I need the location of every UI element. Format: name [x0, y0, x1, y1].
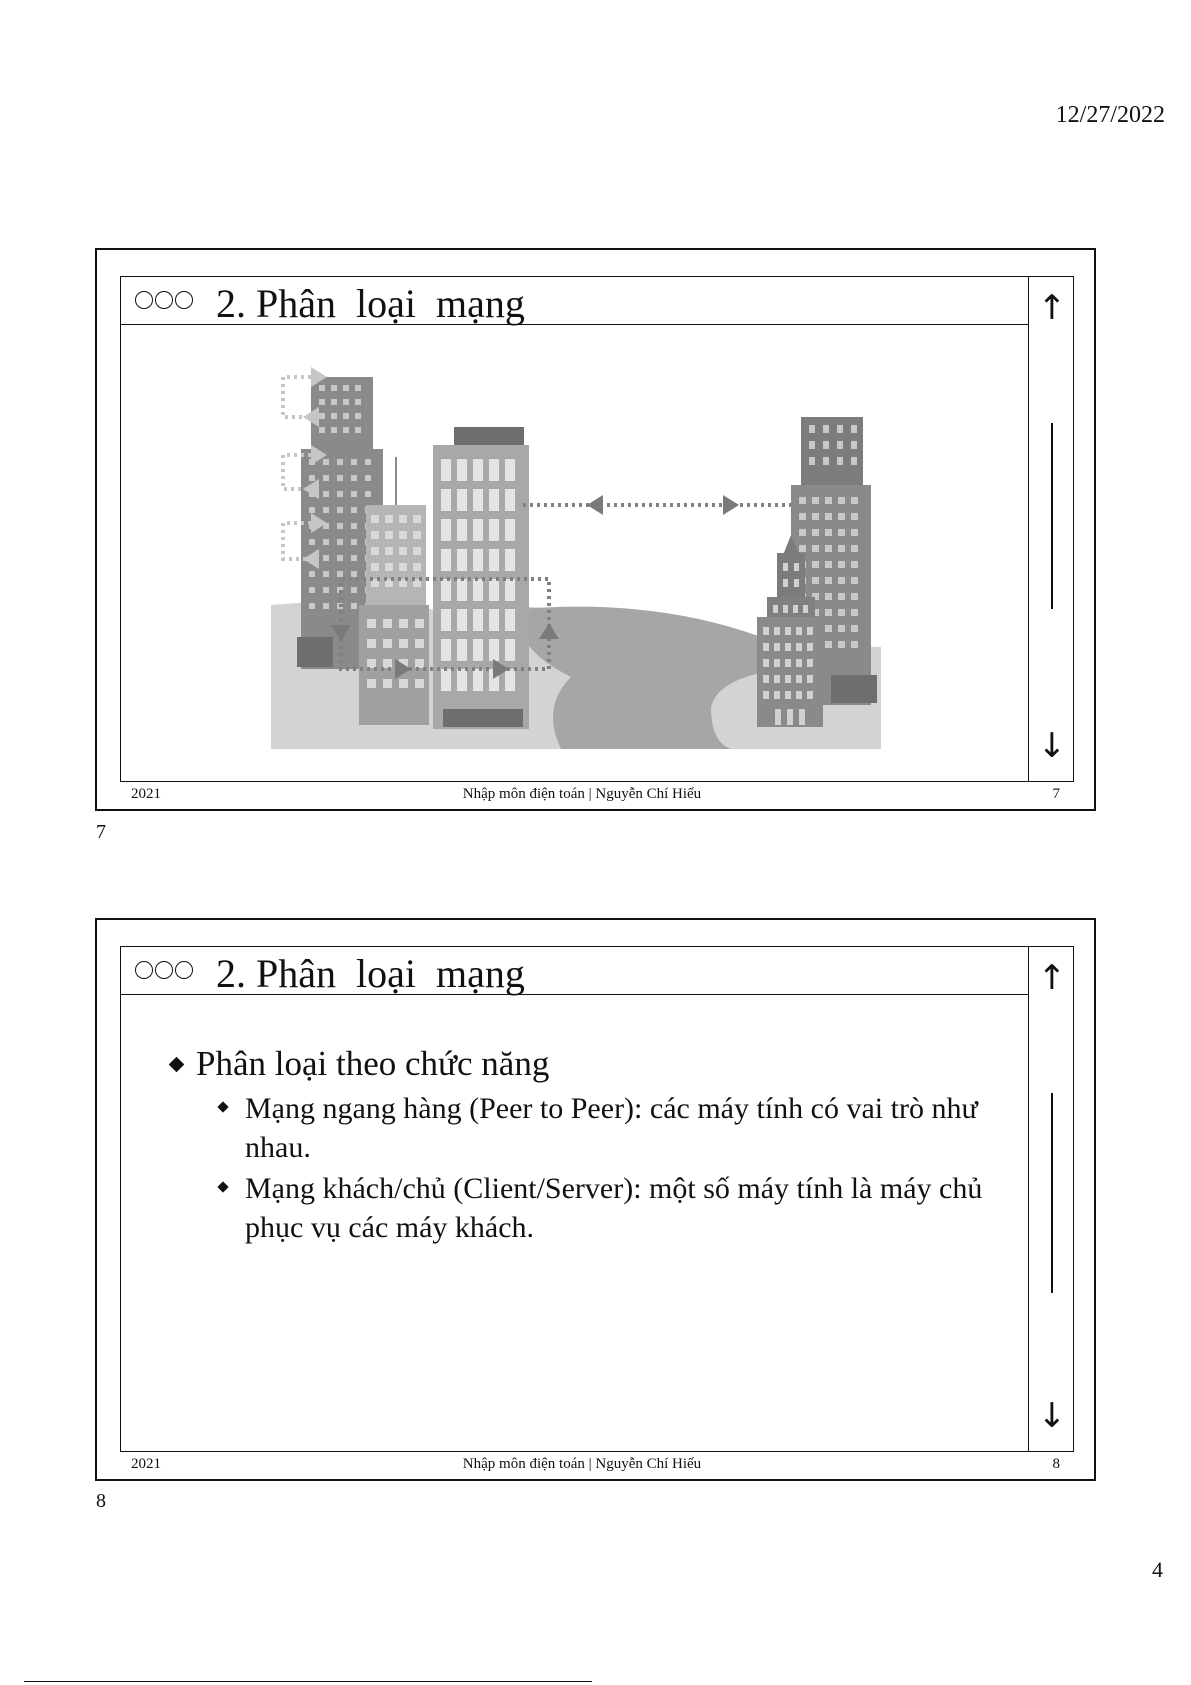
arrow-right [723, 495, 739, 515]
slide-8-nav-column [1028, 947, 1074, 1451]
slide-7 [95, 248, 1096, 811]
city-network-illustration [271, 347, 931, 749]
print-date: 12/27/2022 [1055, 102, 1165, 128]
footer-year: 2021 [131, 1456, 161, 1472]
slide-7-title-bar [121, 277, 1028, 325]
diamond-bullet-icon [217, 1101, 228, 1112]
scroll-line [1051, 423, 1053, 609]
slide-8-title-bar [121, 947, 1028, 995]
bullet-text: Mạng ngang hàng (Peer to Peer): các máy tính có vai trò như nhau. [245, 1092, 978, 1164]
footer-slide-number: 7 [1052, 786, 1060, 802]
bullet-level-2 [219, 1169, 1011, 1247]
title-dots-icon [135, 961, 193, 979]
slide-7-page-number: 7 [96, 821, 106, 843]
title-dots-icon [135, 291, 193, 309]
bullet-text: Phân loại theo chức năng [196, 1044, 550, 1083]
arrow-left [587, 495, 603, 515]
footer-year: 2021 [131, 786, 161, 802]
slide-8-bullet-list [171, 1043, 1011, 1247]
bullet-text: Mạng khách/chủ (Client/Server): một số máy tính là máy chủ phục vụ các máy khách. [245, 1172, 983, 1244]
slide-8-content-frame [120, 946, 1074, 1452]
slide-8-title: 2. Phân loại mạng [216, 951, 525, 996]
slide-8-page-number: 8 [96, 1490, 106, 1512]
footer-course-author: Nhập môn điện toán | Nguyễn Chí Hiếu [462, 1456, 702, 1472]
middle-left-building [359, 505, 429, 725]
up-arrow-icon[interactable]: ↑ [1037, 958, 1067, 998]
slide-7-footer [97, 786, 1094, 806]
footer-course-author: Nhập môn điện toán | Nguyễn Chí Hiếu [462, 786, 702, 802]
footnote-rule [24, 1681, 592, 1682]
footer-slide-number: 8 [1052, 1456, 1060, 1472]
down-arrow-icon[interactable]: ↓ [1037, 726, 1067, 766]
up-arrow-icon[interactable]: ↑ [1037, 288, 1067, 328]
down-arrow-icon[interactable]: ↓ [1037, 1396, 1067, 1436]
slide-7-content-frame [120, 276, 1074, 782]
slide-8-footer [97, 1456, 1094, 1476]
bullet-level-2 [219, 1089, 1011, 1167]
scroll-line [1051, 1093, 1053, 1293]
diamond-bullet-icon [217, 1181, 228, 1192]
slide-7-nav-column [1028, 277, 1074, 781]
diamond-bullet-icon [169, 1057, 185, 1073]
sheet-number: 4 [1152, 1557, 1163, 1582]
slide-8 [95, 918, 1096, 1481]
bullet-level-1 [171, 1043, 1011, 1085]
slide-7-title: 2. Phân loại mạng [216, 281, 525, 326]
